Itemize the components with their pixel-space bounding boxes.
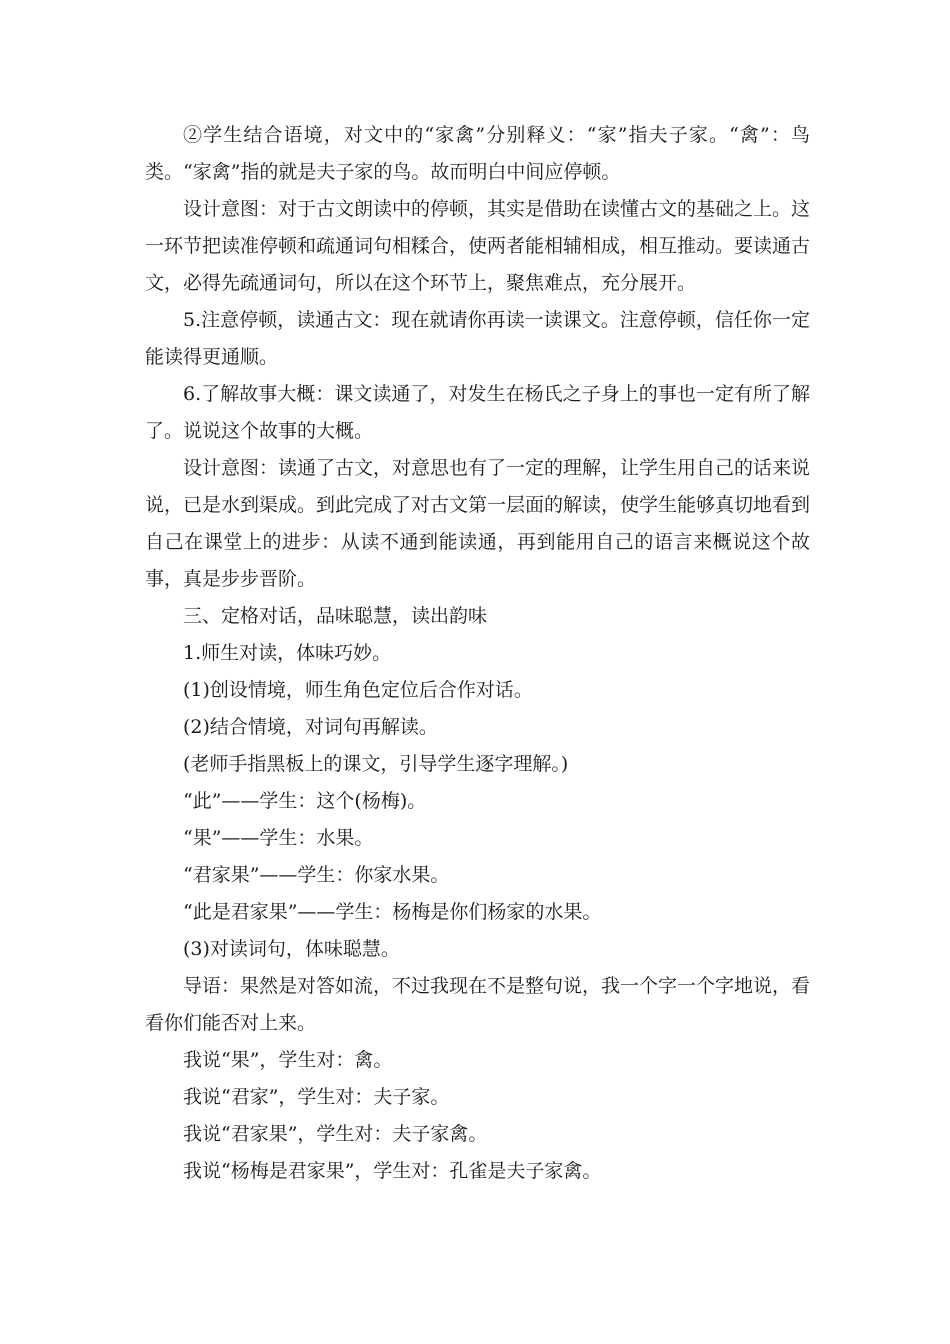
dialogue-line: 我说“果”，学生对：禽。 bbox=[183, 1049, 393, 1071]
paragraph: 6.了解故事大概：课文读通了，对发生在杨氏之子身上的事也一定有所了解了。说说这个故事的大概。 bbox=[145, 383, 810, 442]
section-heading: 三、定格对话，品味聪慧，读出韵味 bbox=[183, 605, 488, 627]
dialogue-line: “此是君家果”——学生：杨梅是你们杨家的水果。 bbox=[183, 901, 602, 923]
paragraph: (2)结合情境，对词句再解读。 bbox=[183, 716, 438, 738]
dialogue-line: “果”——学生：水果。 bbox=[183, 827, 374, 849]
paragraph: (老师手指黑板上的课文，引导学生逐字理解。) bbox=[183, 753, 569, 775]
paragraph: 设计意图：对于古文朗读中的停顿，其实是借助在读懂古文的基础之上。这一环节把读准停顿和疏通词句相糅合，使两者能相辅相成，相互推动。要读通古文，必得先疏通词句，所以在这个环节上，聚焦难点，充分展开。 bbox=[145, 198, 811, 294]
paragraph: (1)创设情境，师生角色定位后合作对话。 bbox=[183, 679, 533, 701]
paragraph: 1.师生对读，体味巧妙。 bbox=[183, 642, 392, 664]
document-body bbox=[145, 117, 810, 1190]
paragraph: ②学生结合语境，对文中的“家禽”分别释义：“家”指夫子家。“禽”：鸟类。“家禽”指的就是夫子家的鸟。故而明白中间应停顿。 bbox=[145, 124, 810, 183]
dialogue-line: 我说“杨梅是君家果”，学生对：孔雀是夫子家禽。 bbox=[183, 1160, 602, 1182]
dialogue-line: 我说“君家果”，学生对：夫子家禽。 bbox=[183, 1123, 488, 1145]
dialogue-line: 我说“君家”，学生对：夫子家。 bbox=[183, 1086, 450, 1108]
paragraph: 设计意图：读通了古文，对意思也有了一定的理解，让学生用自己的话来说说，已是水到渠成。到此完成了对古文第一层面的解读，使学生能够真切地看到自己在课堂上的进步：从读不通到能读通，再到能用自己的语言来概说这个故事，真是步步晋阶。 bbox=[145, 457, 811, 590]
dialogue-line: “此”——学生：这个(杨梅)。 bbox=[183, 790, 427, 812]
paragraph: (3)对读词句，体味聪慧。 bbox=[183, 938, 400, 960]
paragraph: 导语：果然是对答如流，不过我现在不是整句说，我一个字一个字地说，看看你们能否对上来。 bbox=[145, 975, 811, 1034]
paragraph: 5.注意停顿，读通古文：现在就请你再读一读课文。注意停顿，信任你一定能读得更通顺。 bbox=[145, 309, 810, 368]
dialogue-line: “君家果”——学生：你家水果。 bbox=[183, 864, 450, 886]
